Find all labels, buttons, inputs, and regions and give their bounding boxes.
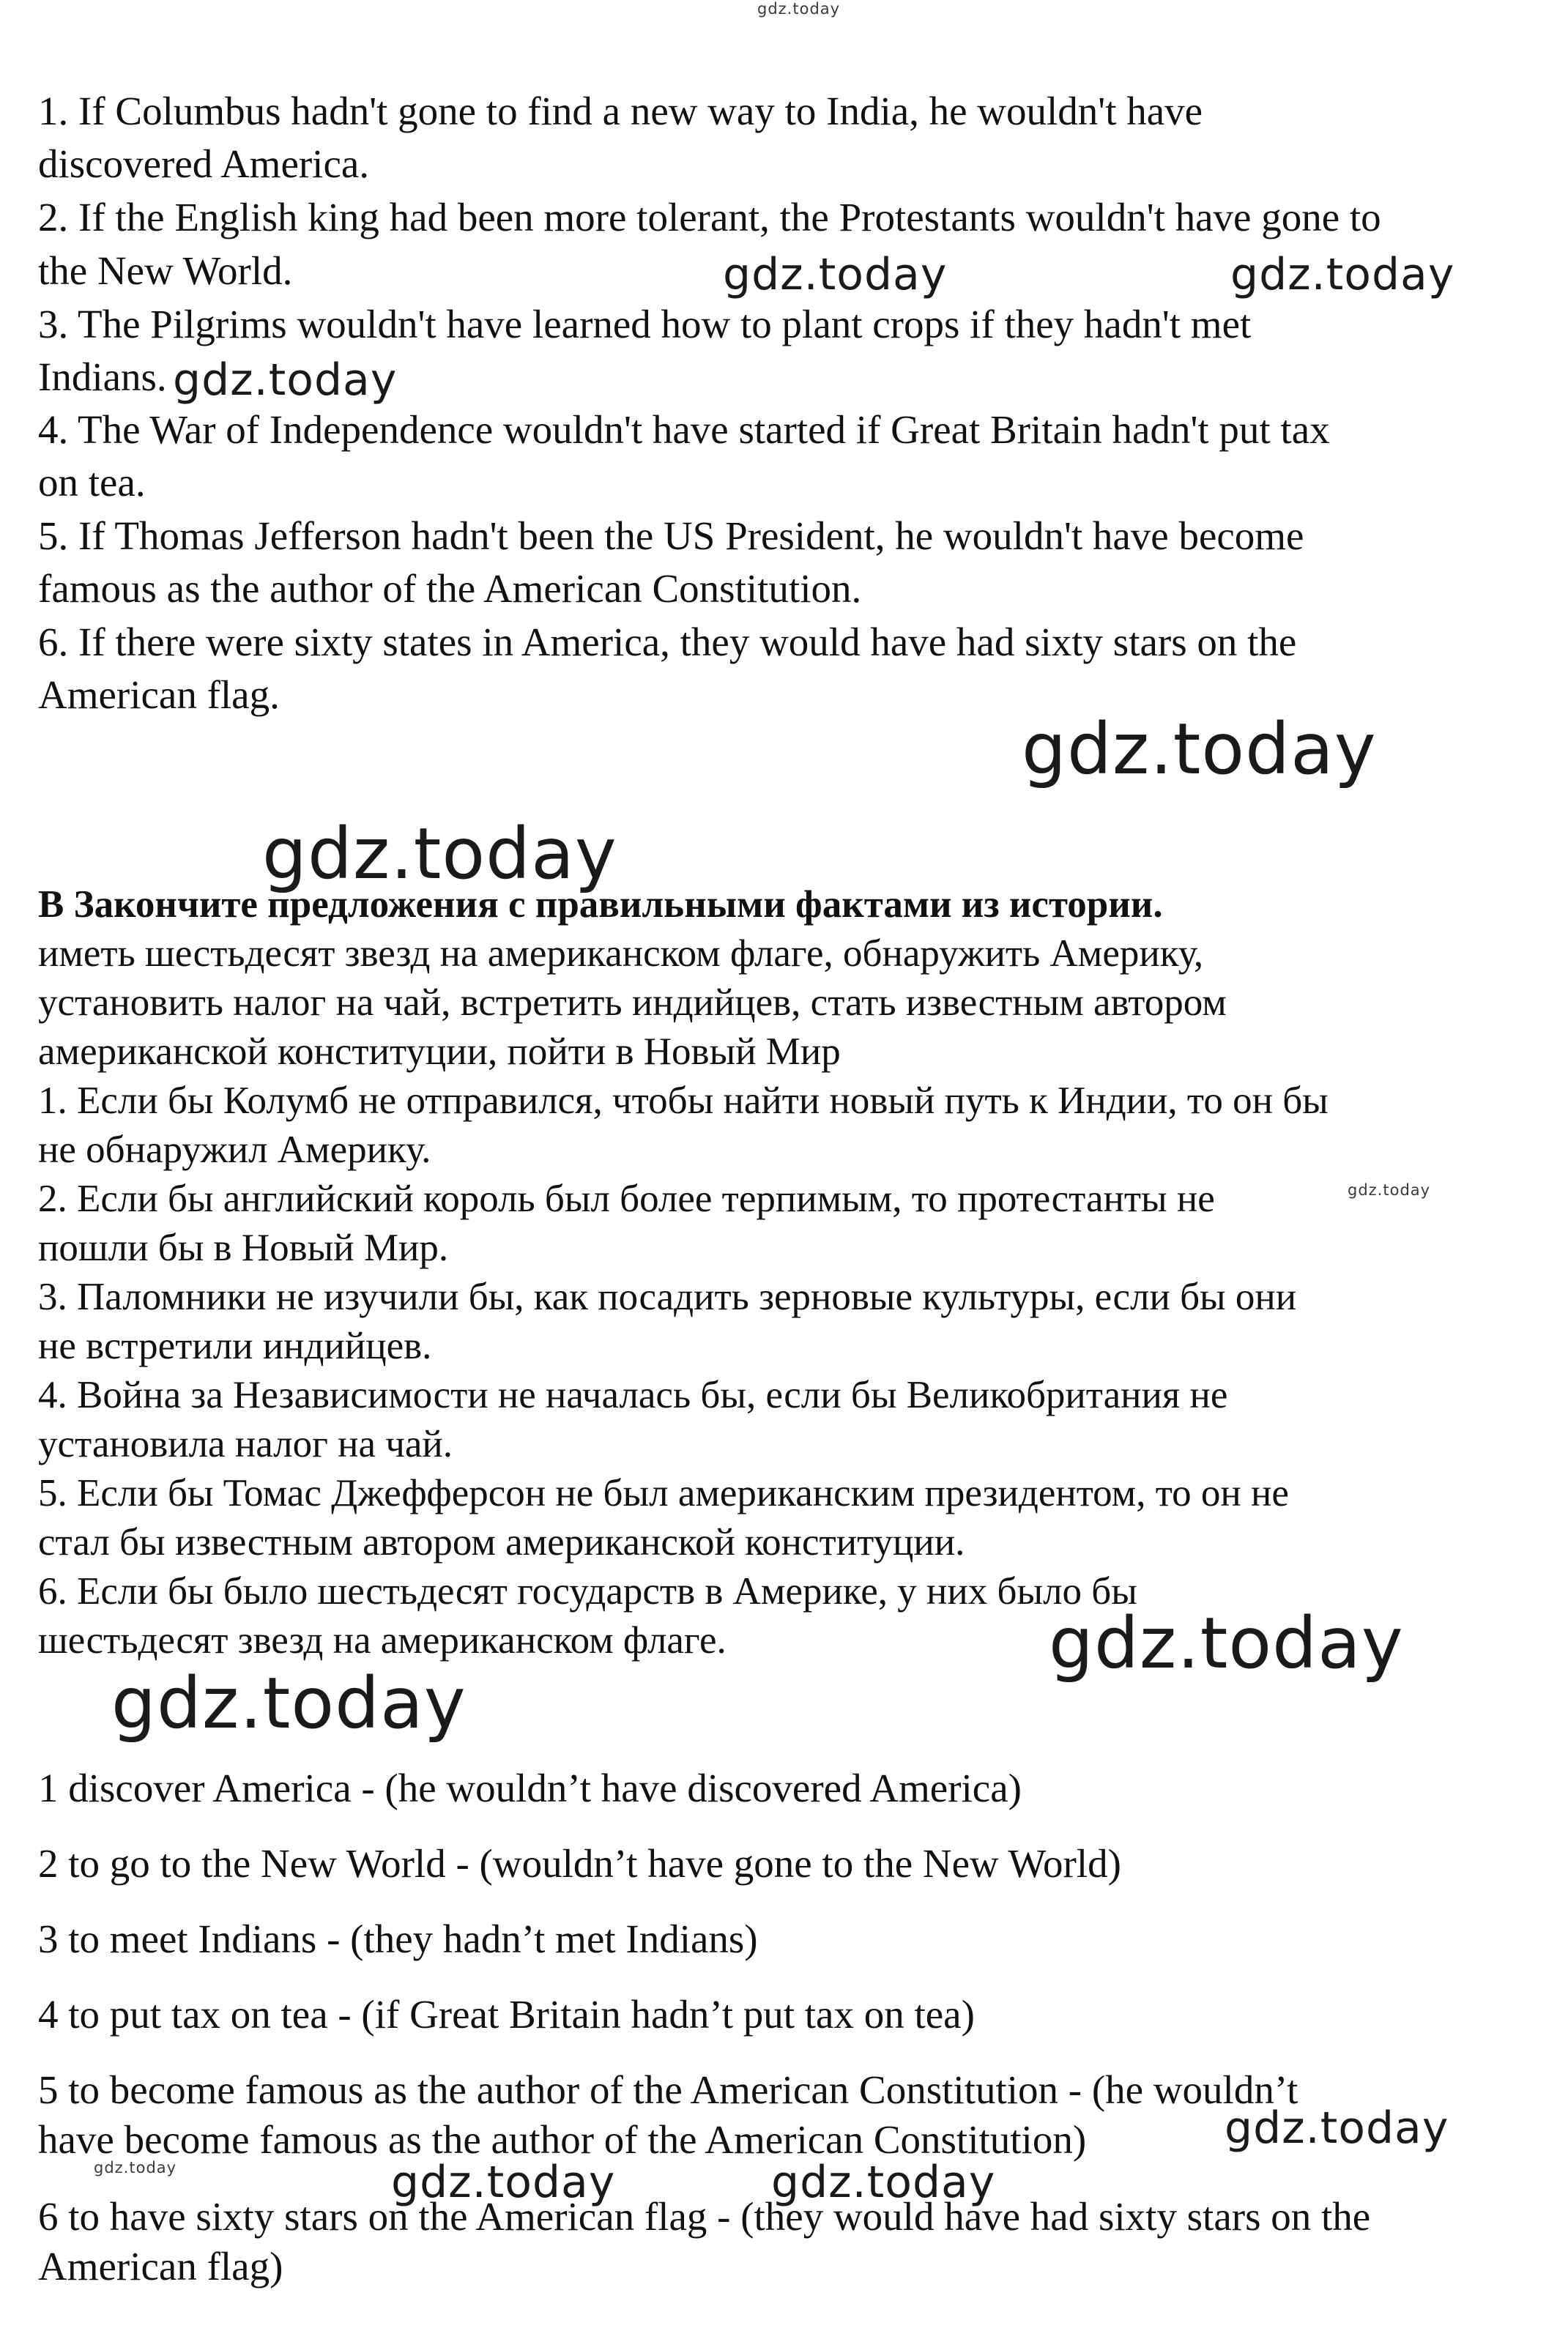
russian-line: иметь шестьдесят звезд на американском флаге, обнаружить Америку, bbox=[38, 932, 1204, 975]
watermark-text: gdz.today bbox=[1022, 708, 1377, 790]
english-line: discovered America. bbox=[38, 141, 370, 186]
task-heading: В Закончите предложения с правильными фактами из истории. bbox=[38, 883, 1163, 926]
russian-line: стал бы известным автором американской конституции. bbox=[38, 1521, 965, 1564]
english-line: 6. If there were sixty states in America, they would have had sixty stars on the bbox=[38, 620, 1297, 664]
answer-line: 1 discover America - (he wouldn’t have discovered America) bbox=[38, 1766, 1022, 1810]
answer-line: 3 to meet Indians - (they hadn’t met Indians) bbox=[38, 1917, 758, 1961]
english-line: Indians. bbox=[38, 354, 167, 399]
watermark-text: gdz.today bbox=[94, 2159, 177, 2176]
english-line: 1. If Columbus hadn't gone to find a new way to India, he wouldn't have bbox=[38, 89, 1203, 133]
english-line: famous as the author of the American Constitution. bbox=[38, 566, 862, 611]
english-line: the New World. bbox=[38, 248, 293, 293]
watermark-text: gdz.today bbox=[262, 813, 617, 895]
russian-line: установила налог на чай. bbox=[38, 1423, 453, 1465]
answer-line: have become famous as the author of the American Constitution) bbox=[38, 2117, 1087, 2162]
russian-line: 2. Если бы английский король был более терпимым, то протестанты не bbox=[38, 1178, 1215, 1220]
english-line: 3. The Pilgrims wouldn't have learned how to plant crops if they hadn't met bbox=[38, 302, 1252, 346]
answer-line: 5 to become famous as the author of the American Constitution - (he wouldn’t bbox=[38, 2067, 1298, 2112]
watermark-text: gdz.today bbox=[1225, 2103, 1449, 2154]
english-line: 4. The War of Independence wouldn't have started if Great Britain hadn't put tax bbox=[38, 407, 1330, 452]
english-line: 2. If the English king had been more tolerant, the Protestants wouldn't have gone to bbox=[38, 195, 1381, 239]
russian-line: 5. Если бы Томас Джефферсон не был американским президентом, то он не bbox=[38, 1472, 1289, 1514]
russian-line: 3. Паломники не изучили бы, как посадить зерновые культуры, если бы они bbox=[38, 1276, 1297, 1318]
watermark-text: gdz.today bbox=[723, 249, 948, 300]
watermark-text: gdz.today bbox=[173, 354, 398, 406]
answer-line: 6 to have sixty stars on the American flag - (they would have had sixty stars on the bbox=[38, 2194, 1371, 2239]
russian-line: не обнаружил Америку. bbox=[38, 1129, 431, 1171]
english-line: American flag. bbox=[38, 672, 280, 717]
russian-line: установить налог на чай, встретить индийцев, стать известным автором bbox=[38, 981, 1227, 1024]
russian-line: американской конституции, пойти в Новый Мир bbox=[38, 1030, 841, 1073]
english-line: 5. If Thomas Jefferson hadn't been the US President, he wouldn't have become bbox=[38, 513, 1304, 558]
watermark-text: gdz.today bbox=[1049, 1602, 1404, 1684]
russian-line: шестьдесят звезд на американском флаге. bbox=[38, 1619, 727, 1662]
watermark-text: gdz.today bbox=[757, 0, 841, 18]
english-line: on tea. bbox=[38, 460, 146, 505]
russian-line: пошли бы в Новый Мир. bbox=[38, 1227, 449, 1269]
watermark-text: gdz.today bbox=[111, 1662, 467, 1744]
russian-line: 1. Если бы Колумб не отправился, чтобы найти новый путь к Индии, то он бы bbox=[38, 1079, 1329, 1122]
russian-line: не встретили индийцев. bbox=[38, 1325, 432, 1367]
answer-line: 4 to put tax on tea - (if Great Britain hadn’t put tax on tea) bbox=[38, 1992, 975, 2037]
answer-line: American flag) bbox=[38, 2244, 283, 2289]
watermark-text: gdz.today bbox=[771, 2157, 996, 2208]
answer-line: 2 to go to the New World - (wouldn’t have gone to the New World) bbox=[38, 1841, 1121, 1886]
watermark-text: gdz.today bbox=[1230, 249, 1455, 300]
watermark-text: gdz.today bbox=[1348, 1181, 1431, 1199]
russian-line: 6. Если бы было шестьдесят государств в Америке, у них было бы bbox=[38, 1570, 1137, 1613]
watermark-text: gdz.today bbox=[391, 2157, 616, 2208]
russian-line: 4. Война за Независимости не началась бы, если бы Великобритания не bbox=[38, 1374, 1228, 1416]
